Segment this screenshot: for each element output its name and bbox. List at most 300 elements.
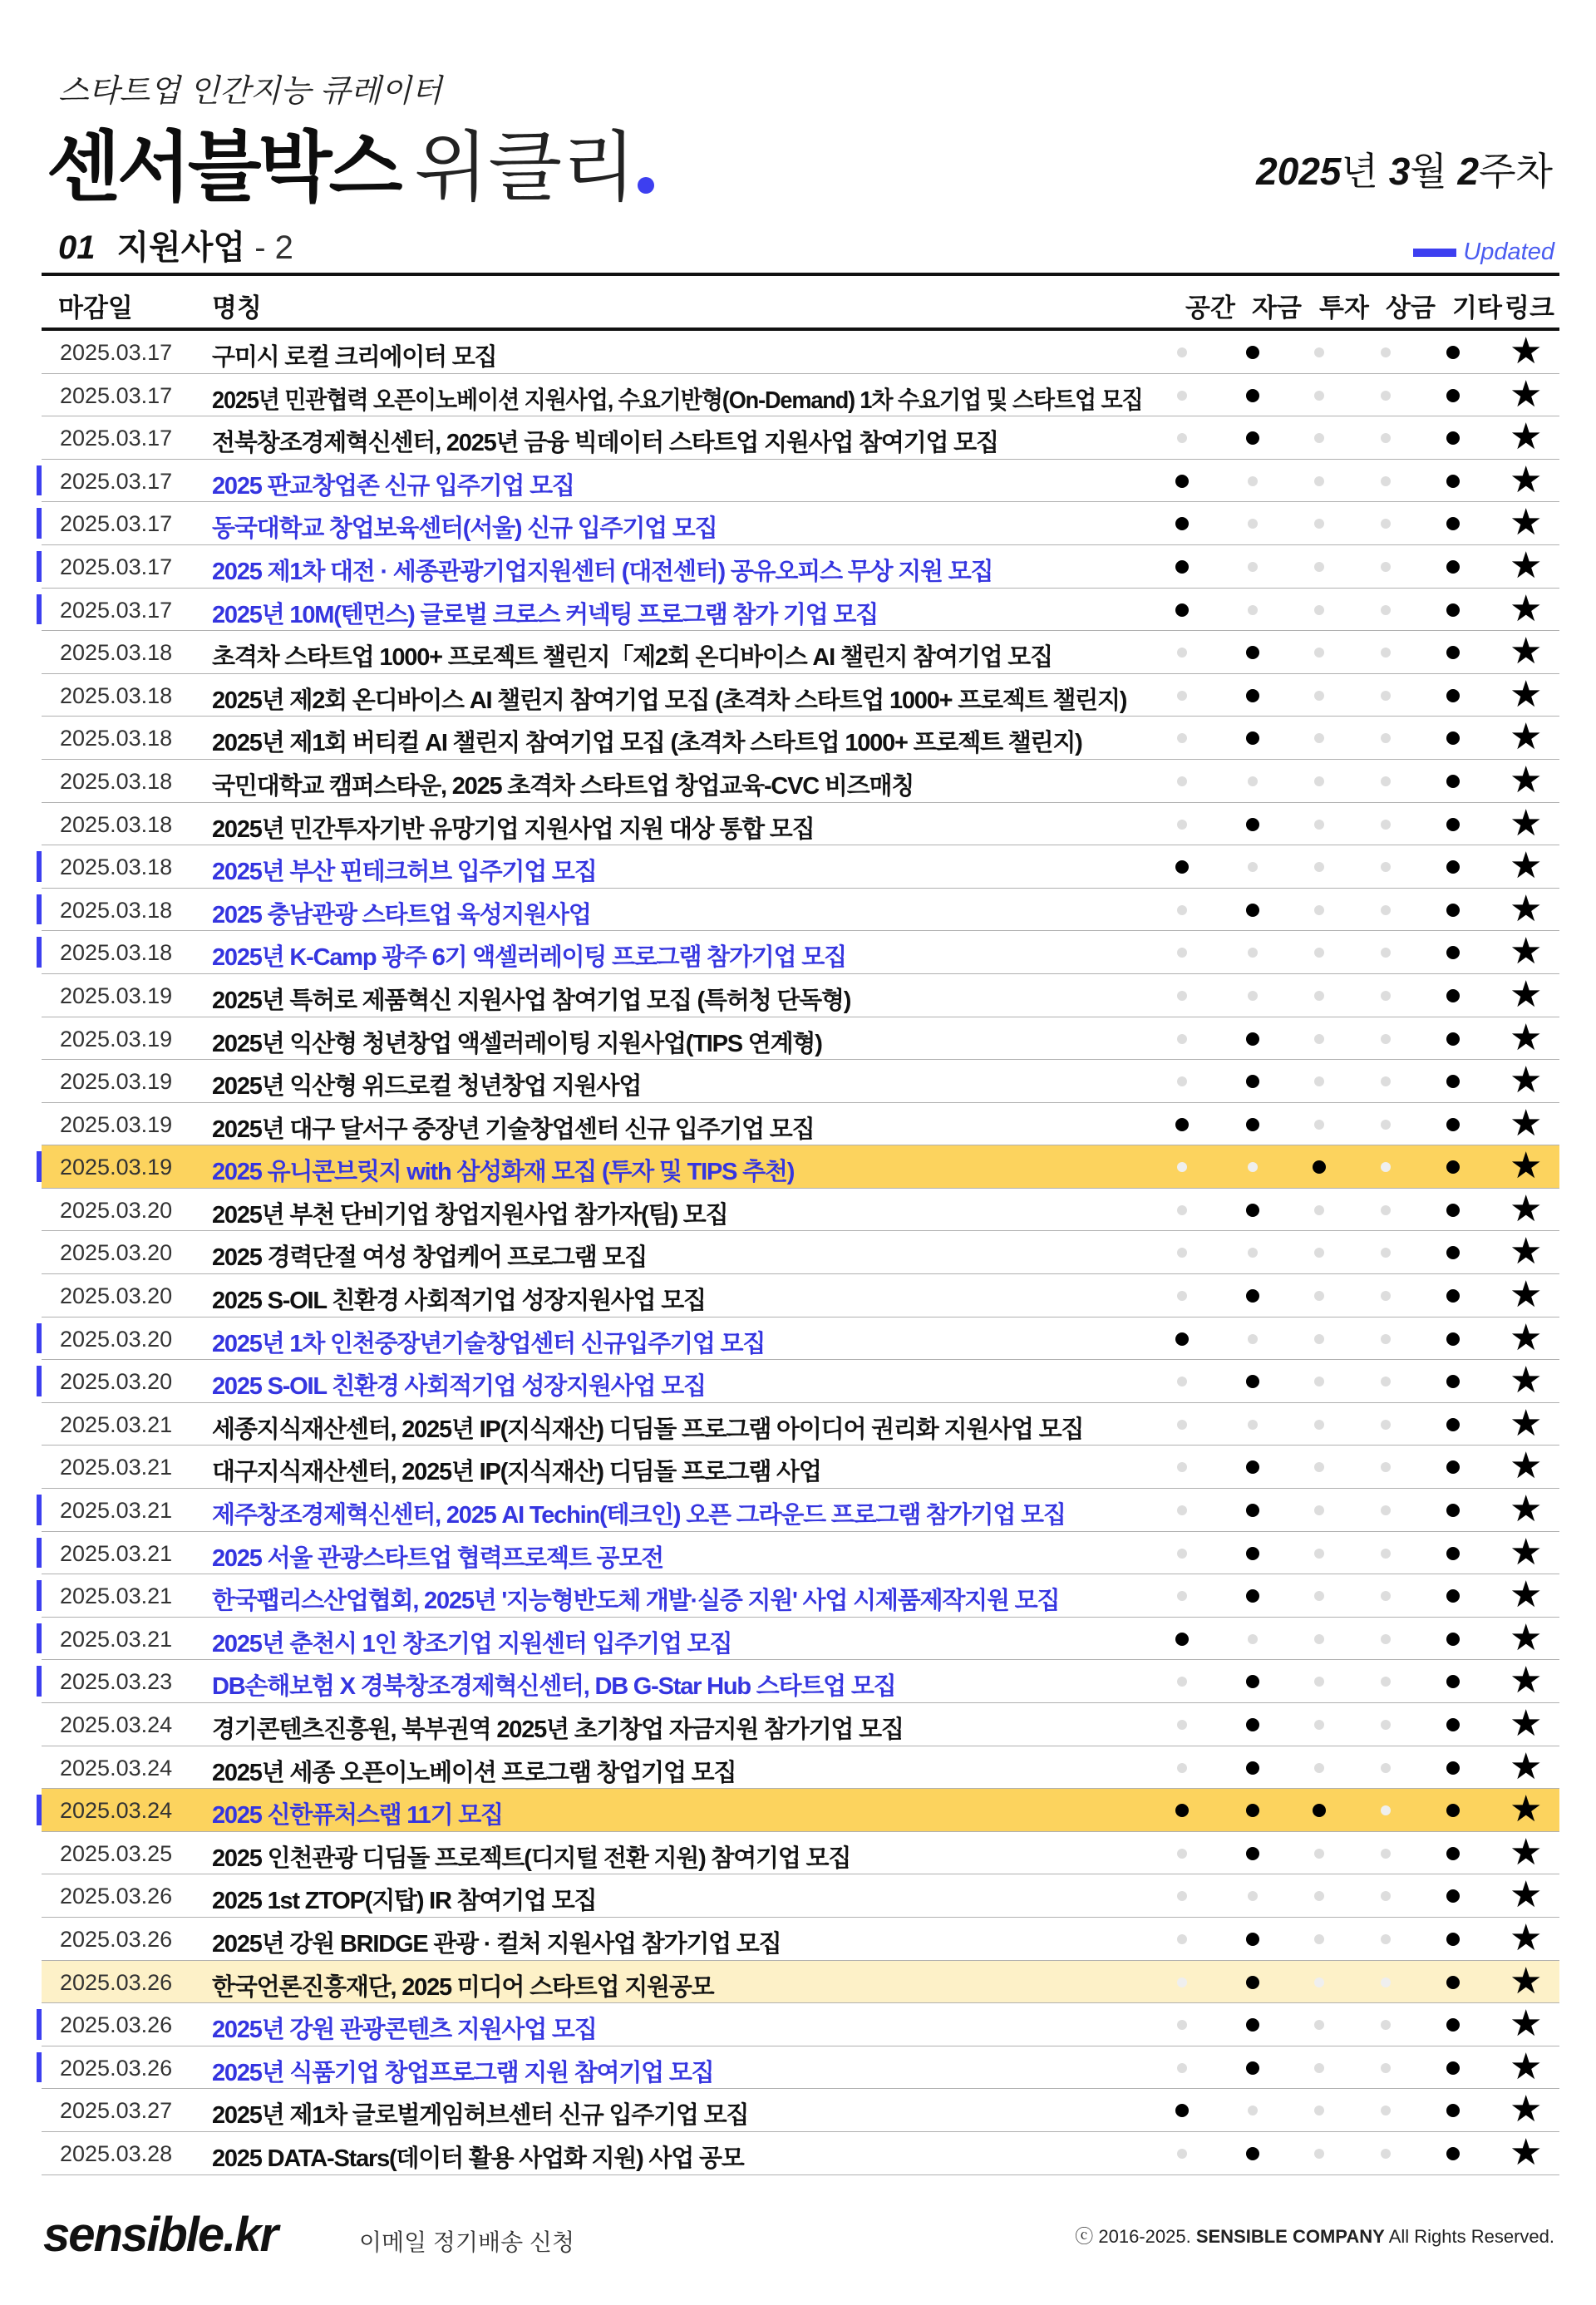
row-deadline: 2025.03.20: [60, 1240, 173, 1266]
category-fund-dot-icon: [1246, 1589, 1259, 1603]
row-deadline: 2025.03.18: [60, 682, 173, 708]
updated-marker: [37, 1795, 42, 1825]
category-prize-dot-icon: [1381, 1505, 1391, 1515]
category-fund-dot-icon: [1248, 776, 1258, 786]
category-fund-dot-icon: [1246, 431, 1259, 445]
category-etc-dot-icon: [1446, 1375, 1460, 1388]
category-invest-dot-icon: [1314, 948, 1324, 958]
copyright-suffix: All Rights Reserved.: [1388, 2226, 1554, 2247]
row-name: 2025 판교창업존 신규 입주기업 모집: [212, 472, 574, 500]
link-star-icon[interactable]: ★: [1510, 1446, 1543, 1487]
table-row: [42, 1703, 1559, 1746]
header-link: 링크: [1505, 293, 1554, 323]
category-fund-dot-icon: [1248, 862, 1258, 872]
category-etc-dot-icon: [1446, 1589, 1460, 1603]
category-etc-dot-icon: [1446, 1633, 1460, 1646]
table-row: [42, 2046, 1559, 2090]
row-name: 2025 신한퓨처스랩 11기 모집: [212, 1802, 503, 1830]
category-etc-dot-icon: [1446, 1075, 1460, 1088]
link-star-icon[interactable]: ★: [1510, 416, 1543, 458]
category-space-dot-icon: [1177, 1720, 1187, 1730]
row-name: 2025 1st ZTOP(지탑) IR 참여기업 모집: [212, 1888, 597, 1915]
category-fund-dot-icon: [1248, 562, 1258, 572]
link-star-icon[interactable]: ★: [1510, 502, 1543, 544]
category-invest-dot-icon: [1314, 862, 1324, 872]
category-fund-dot-icon: [1246, 1460, 1259, 1474]
table-row: [42, 589, 1559, 632]
row-name: 한국언론진흥재단, 2025 미디어 스타트업 지원공모: [212, 1973, 714, 2001]
category-etc-dot-icon: [1446, 2147, 1460, 2160]
category-fund-dot-icon: [1246, 1675, 1259, 1688]
category-space-dot-icon: [1175, 1804, 1189, 1817]
category-space-dot-icon: [1177, 1162, 1187, 1172]
row-name: 2025년 세종 오픈이노베이션 프로그램 창업기업 모집: [212, 1759, 736, 1786]
link-star-icon[interactable]: ★: [1510, 1188, 1543, 1229]
category-prize-dot-icon: [1381, 476, 1391, 486]
link-star-icon[interactable]: ★: [1510, 2003, 1543, 2045]
copyright: [1075, 2223, 1554, 2248]
category-fund-dot-icon: [1246, 1032, 1259, 1046]
category-invest-dot-icon: [1314, 820, 1324, 830]
category-etc-dot-icon: [1446, 346, 1460, 359]
row-name: 세종지식재산센터, 2025년 IP(지식재산) 디딤돌 프로그램 아이디어 권리화 지원사업 모집: [212, 1416, 1084, 1443]
row-name: 2025 유니콘브릿지 with 삼성화재 모집 (투자 및 TIPS 추천): [212, 1159, 795, 1186]
row-name: 2025년 K-Camp 광주 6기 액셀러레이팅 프로그램 참가기업 모집: [212, 944, 846, 972]
category-fund-dot-icon: [1246, 689, 1259, 702]
row-name: 2025년 대구 달서구 중장년 기술창업센터 신규 입주기업 모집: [212, 1116, 815, 1143]
table-row: [42, 1360, 1559, 1403]
link-star-icon[interactable]: ★: [1510, 973, 1543, 1015]
brand-bold: 센서블박스: [47, 126, 400, 210]
category-etc-dot-icon: [1446, 603, 1460, 617]
row-name: 2025년 춘천시 1인 창조기업 지원센터 입주기업 모집: [212, 1630, 732, 1657]
link-star-icon[interactable]: ★: [1510, 673, 1543, 715]
category-invest-dot-icon: [1314, 1205, 1324, 1215]
category-etc-dot-icon: [1446, 1418, 1460, 1431]
header-fund: 자금: [1252, 293, 1302, 323]
category-prize-dot-icon: [1381, 948, 1391, 958]
category-fund-dot-icon: [1246, 1075, 1259, 1088]
link-star-icon[interactable]: ★: [1510, 1917, 1543, 1958]
subscribe-link[interactable]: 이메일 정기배송 신청: [359, 2229, 574, 2255]
category-prize-dot-icon: [1381, 347, 1391, 357]
row-name: 2025년 1차 인천중장년기술창업센터 신규입주기업 모집: [212, 1330, 766, 1357]
category-fund-dot-icon: [1246, 1804, 1259, 1817]
category-fund-dot-icon: [1248, 991, 1258, 1001]
category-fund-dot-icon: [1246, 1547, 1259, 1560]
category-prize-dot-icon: [1381, 2063, 1391, 2073]
category-invest-dot-icon: [1314, 1334, 1324, 1344]
category-invest-dot-icon: [1314, 2063, 1324, 2073]
row-name: 2025년 민간투자기반 유망기업 지원사업 지원 대상 통합 모집: [212, 815, 815, 843]
category-etc-dot-icon: [1446, 1547, 1460, 1560]
category-fund-dot-icon: [1246, 1375, 1259, 1388]
updated-marker: [37, 1538, 42, 1569]
category-invest-dot-icon: [1314, 391, 1324, 401]
category-prize-dot-icon: [1381, 1334, 1391, 1344]
category-fund-dot-icon: [1246, 904, 1259, 917]
updated-marker: [37, 851, 42, 882]
link-star-icon[interactable]: ★: [1510, 1789, 1543, 1830]
category-space-dot-icon: [1175, 1118, 1189, 1131]
link-star-icon[interactable]: ★: [1510, 373, 1543, 415]
category-fund-dot-icon: [1246, 1204, 1259, 1217]
link-star-icon[interactable]: ★: [1510, 1874, 1543, 1916]
category-space-dot-icon: [1177, 1591, 1187, 1601]
category-space-dot-icon: [1177, 1034, 1187, 1044]
table-row: [42, 2132, 1559, 2175]
link-star-icon[interactable]: ★: [1510, 631, 1543, 672]
category-space-dot-icon: [1177, 347, 1187, 357]
link-star-icon[interactable]: ★: [1510, 1703, 1543, 1744]
table-body: [42, 331, 1559, 2175]
category-fund-dot-icon: [1248, 1891, 1258, 1901]
category-space-dot-icon: [1177, 1677, 1187, 1687]
row-name: 경기콘텐츠진흥원, 북부권역 2025년 초기창업 자금지원 참가기업 모집: [212, 1716, 904, 1743]
row-name: 2025년 부산 핀테크허브 입주기업 모집: [212, 859, 597, 886]
category-etc-dot-icon: [1446, 989, 1460, 1002]
category-etc-dot-icon: [1446, 731, 1460, 745]
category-prize-dot-icon: [1381, 1591, 1391, 1601]
row-name: 2025년 식품기업 창업프로그램 지원 참여기업 모집: [212, 2059, 714, 2086]
category-etc-dot-icon: [1446, 1460, 1460, 1474]
updated-marker: [37, 465, 42, 496]
category-prize-dot-icon: [1381, 1934, 1391, 1944]
category-etc-dot-icon: [1446, 1160, 1460, 1174]
category-fund-dot-icon: [1246, 1933, 1259, 1946]
category-space-dot-icon: [1177, 1248, 1187, 1258]
row-name: 2025 S-OIL 친환경 사회적기업 성장지원사업 모집: [212, 1288, 706, 1315]
link-star-icon[interactable]: ★: [1510, 1531, 1543, 1573]
row-name: 2025년 제1차 글로벌게임허브센터 신규 입주기업 모집: [212, 2102, 749, 2130]
category-prize-dot-icon: [1381, 1763, 1391, 1773]
category-fund-dot-icon: [1246, 389, 1259, 402]
link-star-icon[interactable]: ★: [1510, 1274, 1543, 1316]
category-invest-dot-icon: [1314, 1720, 1324, 1730]
category-invest-dot-icon: [1314, 2020, 1324, 2030]
category-prize-dot-icon: [1381, 2149, 1391, 2159]
category-space-dot-icon: [1175, 475, 1189, 488]
category-prize-dot-icon: [1381, 1248, 1391, 1258]
link-star-icon[interactable]: ★: [1510, 1660, 1543, 1702]
category-fund-dot-icon: [1246, 1118, 1259, 1131]
row-deadline: 2025.03.26: [60, 1884, 173, 1909]
category-invest-dot-icon: [1314, 691, 1324, 701]
category-invest-dot-icon: [1314, 519, 1324, 529]
table-row: [42, 1103, 1559, 1146]
category-invest-dot-icon: [1314, 1934, 1324, 1944]
row-deadline: 2025.03.26: [60, 1969, 173, 1995]
table-row: [42, 1660, 1559, 1703]
category-invest-dot-icon: [1314, 1677, 1324, 1687]
row-deadline: 2025.03.21: [60, 1626, 173, 1652]
link-star-icon[interactable]: ★: [1510, 1574, 1543, 1616]
week-number-unit: 주차: [1479, 150, 1553, 193]
link-star-icon[interactable]: ★: [1510, 1060, 1543, 1101]
table-row: [42, 717, 1559, 760]
link-star-icon[interactable]: ★: [1510, 1402, 1543, 1444]
link-star-icon[interactable]: ★: [1510, 1489, 1543, 1530]
row-deadline: 2025.03.19: [60, 1026, 173, 1052]
category-space-dot-icon: [1177, 1205, 1187, 1215]
category-etc-dot-icon: [1446, 517, 1460, 530]
category-invest-dot-icon: [1313, 1804, 1326, 1817]
week-month: 3: [1388, 150, 1411, 193]
category-invest-dot-icon: [1314, 476, 1324, 486]
category-space-dot-icon: [1177, 1934, 1187, 1944]
updated-marker: [37, 1623, 42, 1654]
table-row: [42, 374, 1559, 417]
row-deadline: 2025.03.21: [60, 1498, 173, 1524]
table-row: [42, 1874, 1559, 1918]
row-deadline: 2025.03.21: [60, 1540, 173, 1566]
row-deadline: 2025.03.26: [60, 1926, 173, 1952]
category-space-dot-icon: [1177, 1076, 1187, 1086]
row-deadline: 2025.03.17: [60, 426, 173, 451]
row-name: 2025년 익산형 위드로컬 청년창업 지원사업: [212, 1073, 642, 1101]
table-row: [42, 502, 1559, 545]
category-fund-dot-icon: [1248, 1634, 1258, 1644]
category-invest-dot-icon: [1314, 648, 1324, 658]
link-star-icon[interactable]: ★: [1510, 1317, 1543, 1358]
category-prize-dot-icon: [1381, 1291, 1391, 1301]
updated-marker: [37, 594, 42, 625]
table-row: [42, 1274, 1559, 1317]
updated-marker: [37, 1323, 42, 1354]
category-invest-dot-icon: [1314, 905, 1324, 915]
category-prize-dot-icon: [1381, 1720, 1391, 1730]
link-star-icon[interactable]: ★: [1510, 2089, 1543, 2130]
category-space-dot-icon: [1177, 391, 1187, 401]
updated-marker: [37, 551, 42, 582]
category-prize-dot-icon: [1381, 776, 1391, 786]
updated-marker: [37, 1151, 42, 1182]
table-row: [42, 1961, 1559, 2004]
category-etc-dot-icon: [1446, 389, 1460, 402]
link-star-icon[interactable]: ★: [1510, 1231, 1543, 1273]
row-deadline: 2025.03.19: [60, 1111, 173, 1137]
category-etc-dot-icon: [1446, 1976, 1460, 1989]
row-name: 2025년 강원 BRIDGE 관광 · 컬처 지원사업 참가기업 모집: [212, 1930, 781, 1958]
category-prize-dot-icon: [1381, 1805, 1391, 1815]
link-star-icon[interactable]: ★: [1510, 331, 1543, 372]
category-space-dot-icon: [1177, 2149, 1187, 2159]
row-deadline: 2025.03.18: [60, 897, 173, 923]
category-fund-dot-icon: [1248, 605, 1258, 615]
category-space-dot-icon: [1175, 1633, 1189, 1646]
category-fund-dot-icon: [1246, 1289, 1259, 1303]
row-deadline: 2025.03.17: [60, 511, 173, 537]
category-invest-dot-icon: [1314, 1076, 1324, 1086]
category-prize-dot-icon: [1381, 991, 1391, 1001]
category-etc-dot-icon: [1446, 2018, 1460, 2032]
header-subtitle: 스타트업 인간지능 큐레이터: [58, 74, 442, 109]
category-fund-dot-icon: [1246, 818, 1259, 831]
row-deadline: 2025.03.21: [60, 1455, 173, 1480]
link-star-icon[interactable]: ★: [1510, 1102, 1543, 1144]
category-invest-dot-icon: [1314, 1505, 1324, 1515]
category-invest-dot-icon: [1314, 1248, 1324, 1258]
row-deadline: 2025.03.24: [60, 1755, 173, 1780]
row-name: 전북창조경제혁신센터, 2025년 금융 빅데이터 스타트업 지원사업 참여기업 모집: [212, 430, 998, 457]
link-star-icon[interactable]: ★: [1510, 1360, 1543, 1401]
updated-marker: [37, 2052, 42, 2083]
category-invest-dot-icon: [1314, 1462, 1324, 1472]
category-prize-dot-icon: [1381, 691, 1391, 701]
row-deadline: 2025.03.17: [60, 468, 173, 494]
table-row: [42, 1532, 1559, 1575]
row-deadline: 2025.03.17: [60, 597, 173, 623]
category-etc-dot-icon: [1446, 431, 1460, 445]
link-star-icon[interactable]: ★: [1510, 1960, 1543, 2002]
row-name: 2025 서울 관광스타트업 협력프로젝트 공모전: [212, 1544, 663, 1572]
category-invest-dot-icon: [1314, 1549, 1324, 1559]
category-invest-dot-icon: [1314, 1849, 1324, 1859]
section-title: 지원사업: [116, 229, 246, 266]
row-deadline: 2025.03.18: [60, 855, 173, 880]
updated-marker: [37, 1666, 42, 1697]
category-space-dot-icon: [1177, 776, 1187, 786]
row-name: 2025년 부천 단비기업 창업지원사업 참가자(팀) 모집: [212, 1201, 728, 1229]
category-prize-dot-icon: [1381, 1462, 1391, 1472]
row-name: 제주창조경제혁신센터, 2025 AI Techin(테크인) 오픈 그라운드 프로그램 참가기업 모집: [212, 1502, 1066, 1529]
section-number: 01: [58, 229, 96, 266]
header-prize: 상금: [1386, 293, 1436, 323]
link-star-icon[interactable]: ★: [1510, 1831, 1543, 1873]
category-etc-dot-icon: [1446, 1933, 1460, 1946]
week-label: [1256, 141, 1553, 196]
category-fund-dot-icon: [1246, 2018, 1259, 2032]
row-deadline: 2025.03.23: [60, 1669, 173, 1695]
table-row: [42, 545, 1559, 589]
row-deadline: 2025.03.19: [60, 1155, 173, 1180]
category-etc-dot-icon: [1446, 1761, 1460, 1775]
category-space-dot-icon: [1177, 1849, 1187, 1859]
row-deadline: 2025.03.18: [60, 640, 173, 666]
category-fund-dot-icon: [1246, 1718, 1259, 1731]
category-prize-dot-icon: [1381, 519, 1391, 529]
row-deadline: 2025.03.20: [60, 1369, 173, 1395]
link-star-icon[interactable]: ★: [1510, 1145, 1543, 1187]
category-space-dot-icon: [1177, 1377, 1187, 1386]
link-star-icon[interactable]: ★: [1510, 845, 1543, 887]
updated-label: Updated: [1463, 239, 1554, 265]
category-space-dot-icon: [1177, 948, 1187, 958]
row-name: 2025년 제2회 온디바이스 AI 챌린지 참여기업 모집 (초격차 스타트업 1000+ 프로젝트 챌린지): [212, 687, 1127, 714]
row-deadline: 2025.03.26: [60, 2012, 173, 2038]
table-row: [42, 1317, 1559, 1361]
category-invest-dot-icon: [1314, 776, 1324, 786]
link-star-icon[interactable]: ★: [1510, 1017, 1543, 1058]
row-name: 2025 S-OIL 친환경 사회적기업 성장지원사업 모집: [212, 1373, 706, 1401]
updated-marker: [37, 1366, 42, 1396]
table-row: [42, 1489, 1559, 1532]
row-deadline: 2025.03.18: [60, 811, 173, 837]
table-row: [42, 1060, 1559, 1103]
category-fund-dot-icon: [1246, 1976, 1259, 1989]
link-star-icon[interactable]: ★: [1510, 802, 1543, 844]
category-fund-dot-icon: [1248, 948, 1258, 958]
category-space-dot-icon: [1177, 1291, 1187, 1301]
row-name: 국민대학교 캠퍼스타운, 2025 초격차 스타트업 창업교육-CVC 비즈매칭: [212, 772, 914, 800]
category-space-dot-icon: [1177, 433, 1187, 443]
link-star-icon[interactable]: ★: [1510, 931, 1543, 973]
table-row: [42, 803, 1559, 846]
week-number: 2: [1457, 150, 1480, 193]
link-star-icon[interactable]: ★: [1510, 1746, 1543, 1787]
category-prize-dot-icon: [1381, 1420, 1391, 1430]
link-star-icon[interactable]: ★: [1510, 759, 1543, 800]
category-space-dot-icon: [1175, 860, 1189, 874]
category-prize-dot-icon: [1381, 1120, 1391, 1130]
category-etc-dot-icon: [1446, 904, 1460, 917]
category-space-dot-icon: [1177, 1549, 1187, 1559]
category-space-dot-icon: [1177, 2020, 1187, 2030]
category-space-dot-icon: [1177, 1462, 1187, 1472]
category-space-dot-icon: [1177, 1420, 1187, 1430]
row-deadline: 2025.03.20: [60, 1197, 173, 1223]
category-space-dot-icon: [1177, 820, 1187, 830]
category-prize-dot-icon: [1381, 1849, 1391, 1859]
header-etc: 기타: [1452, 293, 1502, 323]
header-invest: 투자: [1319, 293, 1369, 323]
category-space-dot-icon: [1177, 1505, 1187, 1515]
table-row: [42, 1446, 1559, 1489]
category-etc-dot-icon: [1446, 1118, 1460, 1131]
category-fund-dot-icon: [1246, 1761, 1259, 1775]
updated-marker: [37, 937, 42, 968]
category-prize-dot-icon: [1381, 1977, 1391, 1987]
row-name: 초격차 스타트업 1000+ 프로젝트 챌린지「제2회 온디바이스 AI 챌린지 참여기업 모집: [212, 644, 1052, 672]
footer-brand[interactable]: sensible.kr: [43, 2208, 278, 2262]
row-deadline: 2025.03.25: [60, 1840, 173, 1866]
category-prize-dot-icon: [1381, 2106, 1391, 2115]
link-star-icon[interactable]: ★: [1510, 717, 1543, 758]
link-star-icon[interactable]: ★: [1510, 459, 1543, 500]
category-invest-dot-icon: [1314, 1120, 1324, 1130]
category-prize-dot-icon: [1381, 1677, 1391, 1687]
category-invest-dot-icon: [1314, 1977, 1324, 1987]
link-star-icon[interactable]: ★: [1510, 2046, 1543, 2087]
category-etc-dot-icon: [1446, 1675, 1460, 1688]
updated-legend: [1413, 239, 1554, 266]
category-space-dot-icon: [1177, 648, 1187, 658]
row-deadline: 2025.03.17: [60, 382, 173, 408]
link-star-icon[interactable]: ★: [1510, 588, 1543, 629]
category-fund-dot-icon: [1246, 1504, 1259, 1517]
section-sub: - 2: [254, 229, 293, 266]
link-star-icon[interactable]: ★: [1510, 888, 1543, 929]
table-row: [42, 1574, 1559, 1618]
updated-marker: [37, 2009, 42, 2040]
category-space-dot-icon: [1177, 691, 1187, 701]
category-prize-dot-icon: [1381, 1549, 1391, 1559]
category-invest-dot-icon: [1314, 991, 1324, 1001]
category-space-dot-icon: [1175, 2104, 1189, 2117]
table-row: [42, 974, 1559, 1017]
table-row: [42, 460, 1559, 503]
row-deadline: 2025.03.24: [60, 1798, 173, 1824]
category-etc-dot-icon: [1446, 860, 1460, 874]
link-star-icon[interactable]: ★: [1510, 544, 1543, 586]
updated-bar-icon: [1413, 249, 1456, 257]
link-star-icon[interactable]: ★: [1510, 2131, 1543, 2173]
category-fund-dot-icon: [1248, 476, 1258, 486]
category-etc-dot-icon: [1446, 646, 1460, 659]
link-star-icon[interactable]: ★: [1510, 1617, 1543, 1658]
row-name: 2025 경력단절 여성 창업케어 프로그램 모집: [212, 1244, 648, 1272]
category-etc-dot-icon: [1446, 775, 1460, 788]
